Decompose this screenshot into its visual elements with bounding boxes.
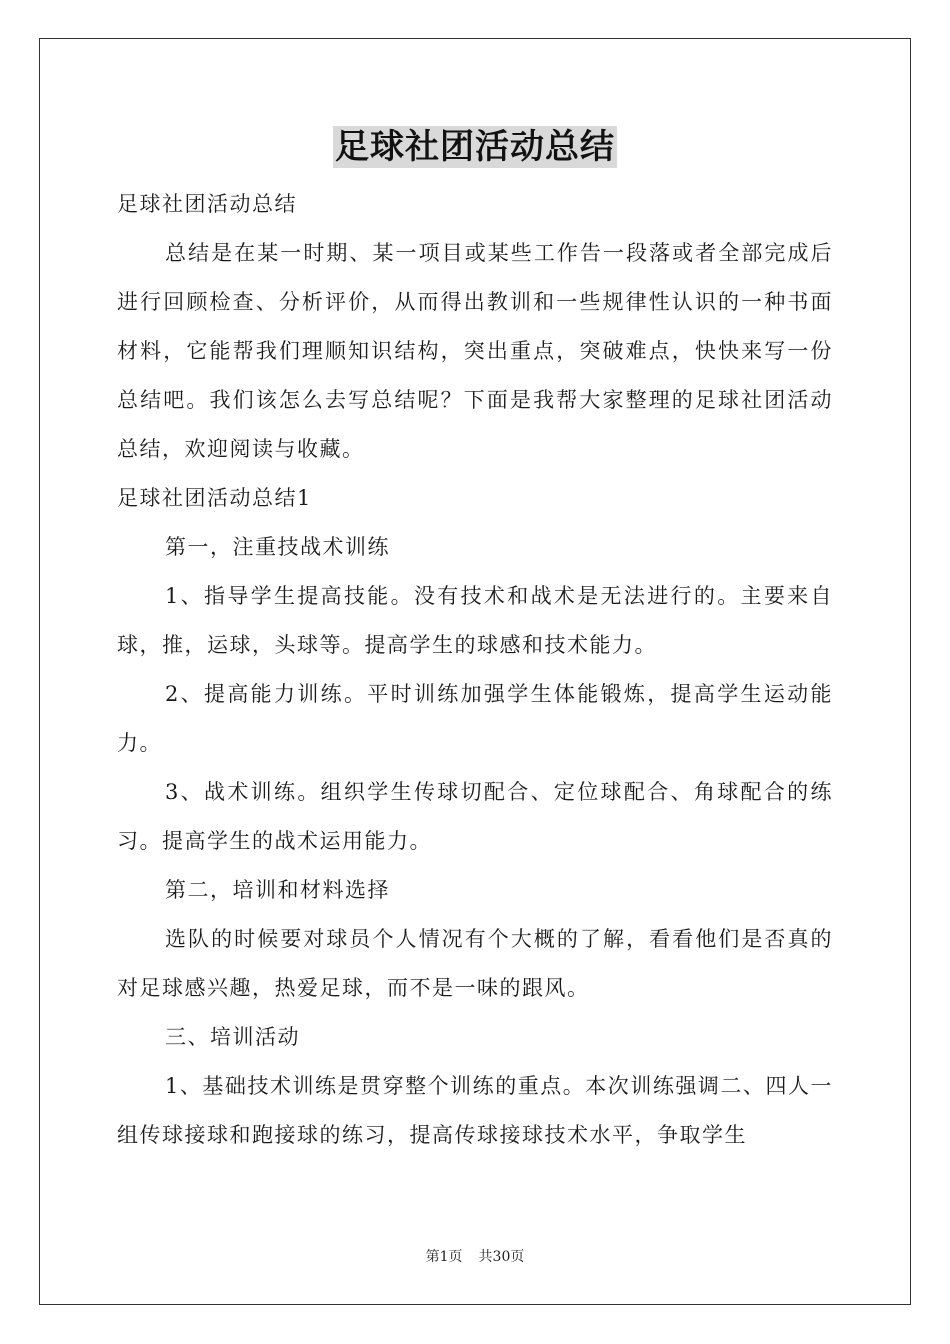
subheading: 三、培训活动 [165, 1025, 300, 1049]
page-number: 第1页 [425, 1249, 463, 1265]
page-footer [0, 1248, 950, 1266]
paragraph: 足球社团活动总结 [117, 192, 297, 216]
paragraph: 3、战术训练。组织学生传球切配合、定位球配合、角球配合的练习。提高学生的战术运用能力。 [117, 780, 833, 853]
subheading: 第一，注重技战术训练 [165, 535, 390, 559]
document-body [117, 180, 833, 1160]
paragraph: 1、指导学生提高技能。没有技术和战术是无法进行的。主要来自球，推，运球，头球等。提高学生的球感和技术能力。 [117, 584, 833, 657]
document-title: 足球社团活动总结 [335, 127, 615, 167]
paragraph: 总结是在某一时期、某一项目或某些工作告一段落或者全部完成后进行回顾检查、分析评价，从而得出教训和一些规律性认识的一种书面材料，它能帮我们理顺知识结构，突出重点，突破难点，快快来写一份总结吧。我们该怎么去写总结呢？下面是我帮大家整理的足球社团活动总结，欢迎阅读与收藏。 [117, 241, 833, 461]
paragraph: 1、基础技术训练是贯穿整个训练的重点。本次训练强调二、四人一组传球接球和跑接球的练习，提高传球接球技术水平，争取学生 [117, 1074, 833, 1147]
paragraph: 选队的时候要对球员个人情况有个大概的了解，看看他们是否真的对足球感兴趣，热爱足球，而不是一味的跟风。 [117, 927, 833, 1000]
total-pages: 共30页 [478, 1249, 525, 1265]
section-heading: 足球社团活动总结1 [117, 486, 312, 510]
title-container [0, 126, 950, 168]
subheading: 第二，培训和材料选择 [165, 878, 390, 902]
paragraph: 2、提高能力训练。平时训练加强学生体能锻炼，提高学生运动能力。 [117, 682, 833, 755]
